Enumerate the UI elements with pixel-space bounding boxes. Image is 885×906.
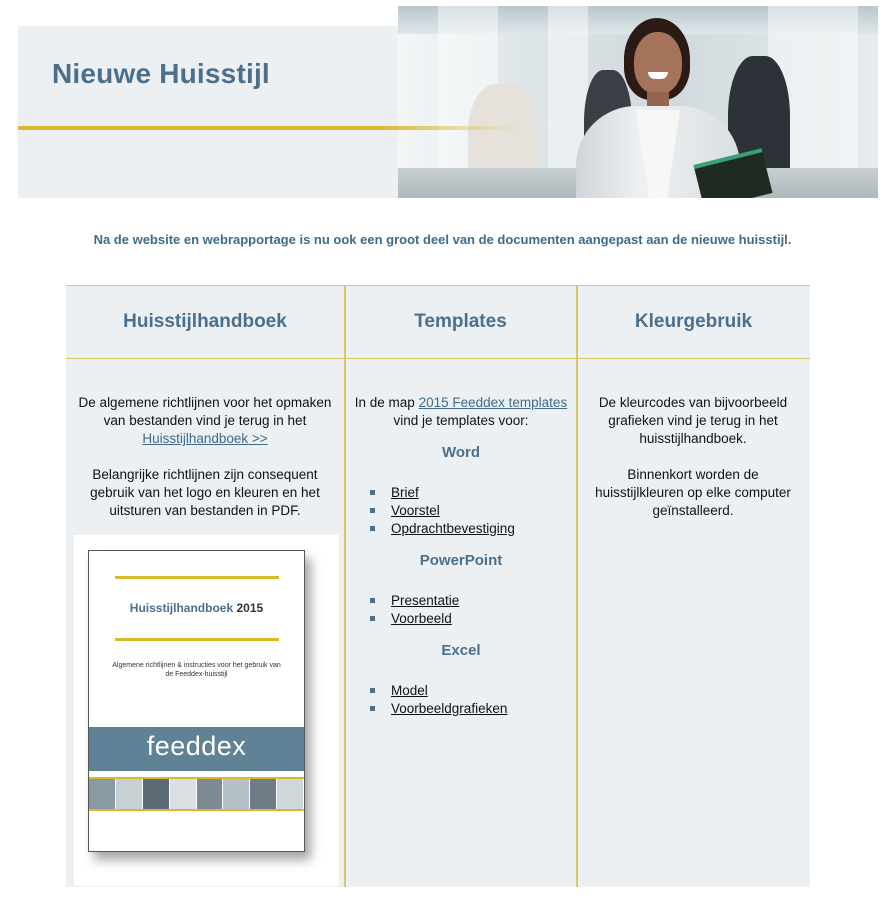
powerpoint-heading: PowerPoint — [419, 552, 503, 569]
template-link-voorstel[interactable]: Voorstel — [391, 503, 440, 518]
column-title-colors: Kleurgebruik — [577, 286, 810, 359]
list-item — [347, 484, 575, 502]
handbook-link[interactable]: Huisstijlhandboek >> — [142, 431, 268, 446]
feeddex-logo: feeddex — [146, 731, 247, 761]
header-banner — [18, 6, 878, 198]
cover-title: Huisstijlhandboek 2015 — [129, 601, 264, 615]
bullet-icon — [370, 526, 375, 531]
template-link-voorbeeld[interactable]: Voorbeeld — [391, 611, 452, 626]
template-link-presentatie[interactable]: Presentatie — [391, 593, 460, 608]
bullet-icon — [370, 490, 375, 495]
banner-title-panel — [18, 26, 398, 198]
bullet-icon — [370, 598, 375, 603]
list-item — [347, 610, 575, 628]
list-item — [347, 592, 575, 610]
cover-subtitle: Algemene richtlijnen & instructies voor het gebruik van de Feeddex-huisstijl — [112, 662, 281, 678]
banner-photo — [398, 6, 878, 198]
list-item — [347, 502, 575, 520]
templates-intro-before: In de map — [354, 395, 415, 410]
handbook-cover-thumbnail[interactable] — [88, 550, 305, 852]
excel-heading: Excel — [441, 642, 481, 659]
list-item — [347, 682, 575, 700]
templates-folder-link[interactable]: 2015 Feeddex templates — [418, 395, 568, 410]
list-item — [347, 520, 575, 538]
column-title-handbook: Huisstijlhandboek — [66, 286, 344, 359]
templates-column — [347, 394, 575, 718]
template-link-model[interactable]: Model — [391, 683, 428, 698]
templates-intro-after: vind je templates voor: — [393, 413, 529, 428]
cover-gold-line — [115, 638, 279, 641]
template-link-voorbeeldgrafieken[interactable]: Voorbeeldgrafieken — [391, 701, 508, 716]
colors-install-text: Binnenkort worden de huisstijlkleuren op elke computer geïnstalleerd. — [595, 467, 791, 518]
template-link-brief[interactable]: Brief — [391, 485, 419, 500]
word-template-list — [347, 484, 575, 538]
template-link-opdrachtbevestiging[interactable]: Opdrachtbevestiging — [391, 521, 515, 536]
cover-photo-strip — [89, 777, 304, 811]
banner-gold-line — [18, 126, 520, 130]
handbook-column — [72, 394, 338, 538]
word-heading: Word — [441, 444, 481, 461]
excel-template-list — [347, 682, 575, 718]
intro-text: Na de website en webrapportage is nu ook een groot deel van de documenten aangepast aan de nieuwe huisstijl. — [93, 232, 792, 247]
handbook-intro-text: De algemene richtlijnen voor het opmaken van bestanden vind je terug in het — [78, 395, 332, 428]
colors-column — [584, 394, 802, 538]
cover-gold-line — [115, 576, 279, 579]
bullet-icon — [370, 706, 375, 711]
column-divider — [344, 286, 346, 887]
column-divider — [576, 286, 578, 887]
bullet-icon — [370, 508, 375, 513]
column-title-templates: Templates — [345, 286, 576, 359]
bullet-icon — [370, 616, 375, 621]
list-item — [347, 700, 575, 718]
bullet-icon — [370, 688, 375, 693]
powerpoint-template-list — [347, 592, 575, 628]
handbook-guidelines-text: Belangrijke richtlijnen zijn consequent gebruik van het logo en kleuren en het uitsturen van bestanden in PDF. — [90, 467, 320, 518]
colors-codes-text: De kleurcodes van bijvoorbeeld grafieken vind je terug in het huisstijlhandboek. — [598, 395, 788, 446]
page-title: Nieuwe Huisstijl — [52, 58, 270, 89]
